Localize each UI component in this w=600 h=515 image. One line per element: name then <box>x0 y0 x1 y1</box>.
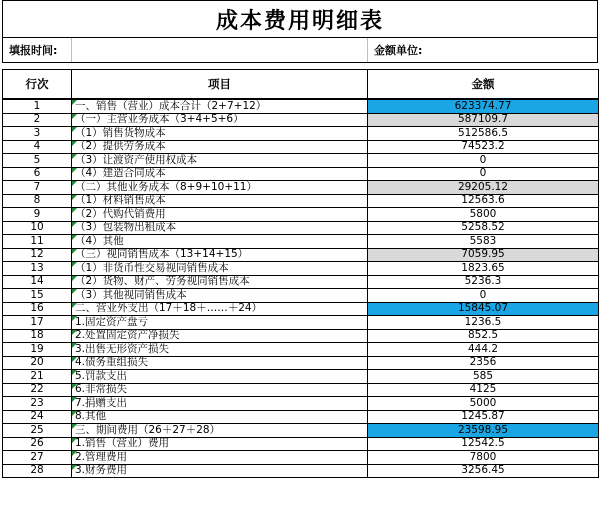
table-row <box>3 410 599 424</box>
row-amount-cell[interactable]: 7059.95 <box>368 248 599 262</box>
row-item-cell[interactable]: 2.管理费用 <box>72 451 368 465</box>
row-index-cell[interactable]: 5 <box>3 154 72 168</box>
row-amount-cell[interactable]: 0 <box>368 289 599 303</box>
row-item-cell[interactable]: 8.其他 <box>72 410 368 424</box>
row-item-cell[interactable]: （三）视同销售成本（13+14+15） <box>72 248 368 262</box>
fill-time-label: 填报时间: <box>3 38 72 62</box>
table-row <box>3 113 599 127</box>
row-item-cell[interactable]: （2）货物、财产、劳务视同销售成本 <box>72 275 368 289</box>
row-item-cell[interactable]: 4.债务重组损失 <box>72 356 368 370</box>
table-row <box>3 302 599 316</box>
row-index-cell[interactable]: 3 <box>3 127 72 141</box>
row-index-cell[interactable]: 14 <box>3 275 72 289</box>
table-row <box>3 316 599 330</box>
row-index-cell[interactable]: 9 <box>3 208 72 222</box>
row-index-cell[interactable]: 27 <box>3 451 72 465</box>
table-row <box>3 464 599 478</box>
row-amount-cell[interactable]: 0 <box>368 167 599 181</box>
row-index-cell[interactable]: 16 <box>3 302 72 316</box>
row-index-cell[interactable]: 25 <box>3 424 72 438</box>
table-row <box>3 208 599 222</box>
row-index-cell[interactable]: 26 <box>3 437 72 451</box>
row-item-cell[interactable]: 二、营业外支出（17＋18＋……＋24） <box>72 302 368 316</box>
row-amount-cell[interactable]: 2356 <box>368 356 599 370</box>
row-item-cell[interactable]: （1）材料销售成本 <box>72 194 368 208</box>
table-row <box>3 235 599 249</box>
header-item: 项目 <box>72 70 368 100</box>
row-amount-cell[interactable]: 5236.3 <box>368 275 599 289</box>
row-item-cell[interactable]: （3）包装物出租成本 <box>72 221 368 235</box>
row-amount-cell[interactable]: 587109.7 <box>368 113 599 127</box>
table-row <box>3 140 599 154</box>
sheet-title: 成本费用明细表 <box>2 0 598 37</box>
row-amount-cell[interactable]: 5000 <box>368 397 599 411</box>
table-row <box>3 221 599 235</box>
row-amount-cell[interactable]: 23598.95 <box>368 424 599 438</box>
row-index-cell[interactable]: 10 <box>3 221 72 235</box>
table-row <box>3 289 599 303</box>
fill-time-value[interactable] <box>72 38 368 62</box>
row-amount-cell[interactable]: 74523.2 <box>368 140 599 154</box>
row-index-cell[interactable]: 13 <box>3 262 72 276</box>
table-row <box>3 275 599 289</box>
row-amount-cell[interactable]: 1236.5 <box>368 316 599 330</box>
row-item-cell[interactable]: 一、销售（营业）成本合计（2+7+12） <box>72 99 368 113</box>
row-item-cell[interactable]: 6.非常损失 <box>72 383 368 397</box>
row-amount-cell[interactable]: 15845.07 <box>368 302 599 316</box>
row-amount-cell[interactable]: 5800 <box>368 208 599 222</box>
row-index-cell[interactable]: 11 <box>3 235 72 249</box>
table-row <box>3 370 599 384</box>
table-row <box>3 154 599 168</box>
row-index-cell[interactable]: 23 <box>3 397 72 411</box>
row-index-cell[interactable]: 7 <box>3 181 72 195</box>
row-item-cell[interactable]: 3.出售无形资产损失 <box>72 343 368 357</box>
header-index: 行次 <box>3 70 72 100</box>
row-item-cell[interactable]: （二）其他业务成本（8+9+10+11） <box>72 181 368 195</box>
row-index-cell[interactable]: 8 <box>3 194 72 208</box>
table-body <box>3 99 599 478</box>
row-item-cell[interactable]: （1）非货币性交易视同销售成本 <box>72 262 368 276</box>
table-row <box>3 424 599 438</box>
row-item-cell[interactable]: （一）主营业务成本（3+4+5+6） <box>72 113 368 127</box>
row-item-cell[interactable]: （4）其他 <box>72 235 368 249</box>
row-amount-cell[interactable]: 512586.5 <box>368 127 599 141</box>
row-amount-cell[interactable]: 7800 <box>368 451 599 465</box>
row-item-cell[interactable]: （2）提供劳务成本 <box>72 140 368 154</box>
row-amount-cell[interactable]: 0 <box>368 154 599 168</box>
row-amount-cell[interactable]: 3256.45 <box>368 464 599 478</box>
row-amount-cell[interactable]: 4125 <box>368 383 599 397</box>
table-row <box>3 356 599 370</box>
row-item-cell[interactable]: （3）让渡资产使用权成本 <box>72 154 368 168</box>
table-row <box>3 194 599 208</box>
row-item-cell[interactable]: 5.罚款支出 <box>72 370 368 384</box>
cost-table <box>2 69 599 478</box>
row-item-cell[interactable]: 7.捐赠支出 <box>72 397 368 411</box>
row-item-cell[interactable]: 三、期间费用（26＋27＋28） <box>72 424 368 438</box>
row-amount-cell[interactable]: 1823.65 <box>368 262 599 276</box>
row-amount-cell[interactable]: 5258.52 <box>368 221 599 235</box>
row-item-cell[interactable]: 1.固定资产盘亏 <box>72 316 368 330</box>
table-row <box>3 329 599 343</box>
row-index-cell[interactable]: 28 <box>3 464 72 478</box>
amount-unit-label: 金额单位: <box>374 44 423 57</box>
header-row <box>3 70 599 100</box>
table-row <box>3 343 599 357</box>
row-index-cell[interactable]: 12 <box>3 248 72 262</box>
row-amount-cell[interactable]: 29205.12 <box>368 181 599 195</box>
table-row <box>3 262 599 276</box>
table-row <box>3 451 599 465</box>
row-item-cell[interactable]: 2.处置固定资产净损失 <box>72 329 368 343</box>
row-amount-cell[interactable]: 852.5 <box>368 329 599 343</box>
row-amount-cell[interactable]: 12542.5 <box>368 437 599 451</box>
row-index-cell[interactable]: 24 <box>3 410 72 424</box>
table-row <box>3 181 599 195</box>
row-index-cell[interactable]: 22 <box>3 383 72 397</box>
row-index-cell[interactable]: 1 <box>3 99 72 113</box>
row-index-cell[interactable]: 19 <box>3 343 72 357</box>
table-row <box>3 99 599 113</box>
row-item-cell[interactable]: （2）代购代销费用 <box>72 208 368 222</box>
row-amount-cell[interactable]: 5583 <box>368 235 599 249</box>
table-row <box>3 248 599 262</box>
meta-row <box>2 37 598 63</box>
row-index-cell[interactable]: 17 <box>3 316 72 330</box>
row-index-cell[interactable]: 21 <box>3 370 72 384</box>
row-amount-cell[interactable]: 12563.6 <box>368 194 599 208</box>
row-item-cell[interactable]: 3.财务费用 <box>72 464 368 478</box>
table-row <box>3 167 599 181</box>
row-item-cell[interactable]: （4）建造合同成本 <box>72 167 368 181</box>
row-item-cell[interactable]: 1.销售（营业）费用 <box>72 437 368 451</box>
spreadsheet <box>2 0 598 478</box>
table-row <box>3 437 599 451</box>
row-amount-cell[interactable]: 444.2 <box>368 343 599 357</box>
row-index-cell[interactable]: 15 <box>3 289 72 303</box>
row-amount-cell[interactable]: 623374.77 <box>368 99 599 113</box>
row-index-cell[interactable]: 4 <box>3 140 72 154</box>
row-item-cell[interactable]: （3）其他视同销售成本 <box>72 289 368 303</box>
row-index-cell[interactable]: 2 <box>3 113 72 127</box>
table-row <box>3 383 599 397</box>
header-amount: 金额 <box>368 70 599 100</box>
row-index-cell[interactable]: 6 <box>3 167 72 181</box>
row-item-cell[interactable]: （1）销售货物成本 <box>72 127 368 141</box>
row-amount-cell[interactable]: 585 <box>368 370 599 384</box>
row-amount-cell[interactable]: 1245.87 <box>368 410 599 424</box>
table-row <box>3 397 599 411</box>
row-index-cell[interactable]: 20 <box>3 356 72 370</box>
table-row <box>3 127 599 141</box>
row-index-cell[interactable]: 18 <box>3 329 72 343</box>
